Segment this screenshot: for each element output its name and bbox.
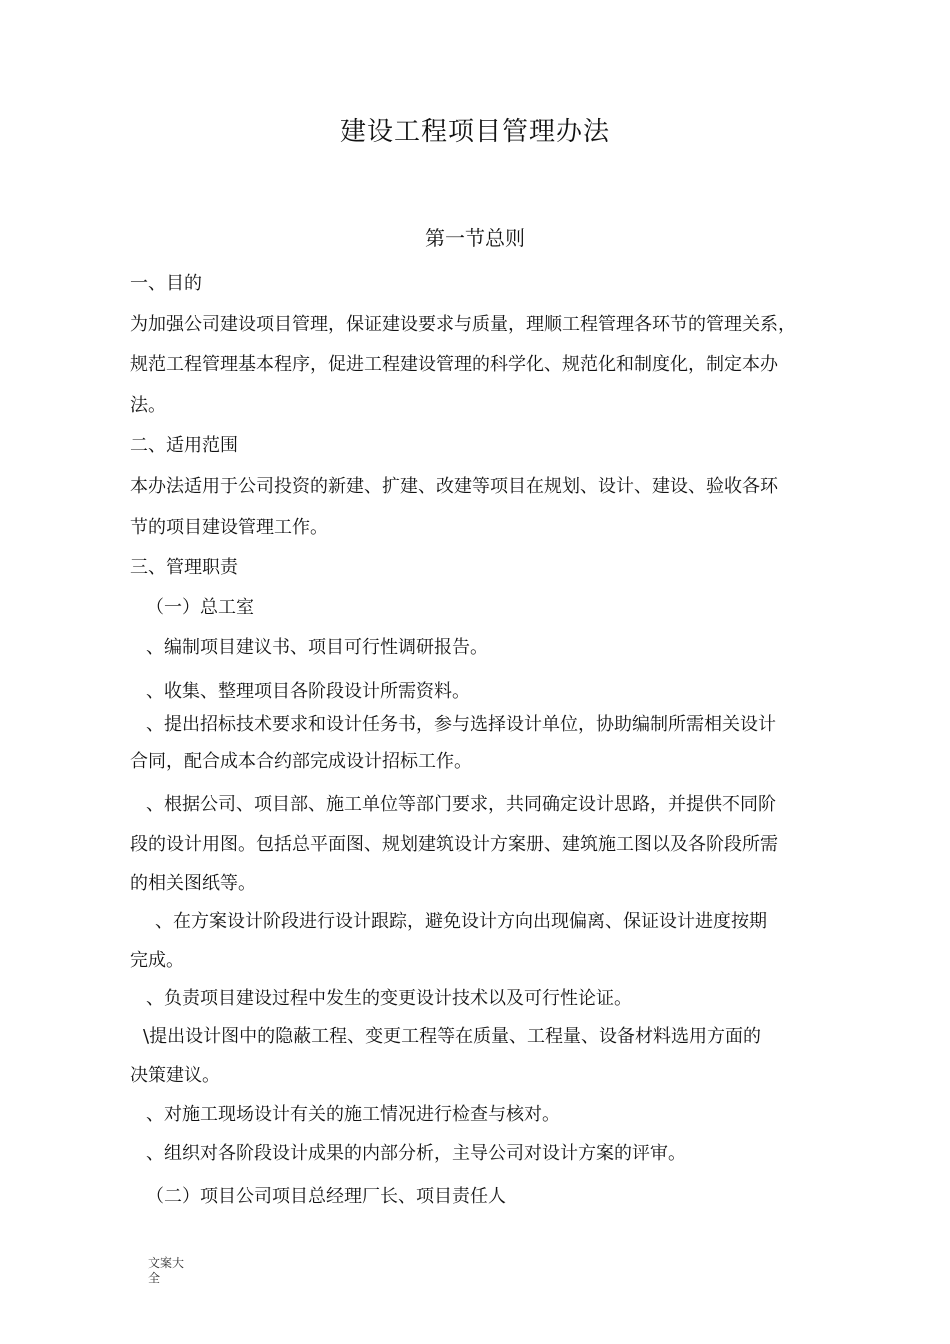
list-item: 、对施工现场设计有关的施工情况进行检查与核对。 <box>146 1104 560 1125</box>
list-item: \提出设计图中的隐蔽工程、变更工程等在质量、工程量、设备材料选用方面的 <box>143 1026 762 1047</box>
heading-scope: 二、适用范围 <box>130 435 238 456</box>
footer-text <box>148 1256 184 1286</box>
list-item: 、提出招标技术要求和设计任务书，参与选择设计单位，协助编制所需相关设计 <box>146 714 776 735</box>
subheading-project-company: （二）项目公司项目总经理厂长、项目责任人 <box>146 1186 506 1207</box>
paragraph-line: 本办法适用于公司投资的新建、扩建、改建等项目在规划、设计、建设、验收各环 <box>130 476 778 497</box>
document-title: 建设工程项目管理办法 <box>339 117 610 147</box>
paragraph-line: 为加强公司建设项目管理，保证建设要求与质量，理顺工程管理各环节的管理关系， <box>130 314 796 335</box>
paragraph-line: 节的项目建设管理工作。 <box>130 517 328 538</box>
heading-purpose: 一、目的 <box>130 273 202 294</box>
footer-line: 文案大 <box>148 1256 185 1270</box>
list-item: 、收集、整理项目各阶段设计所需资料。 <box>146 681 470 702</box>
list-item-continued: 段的设计用图。包括总平面图、规划建筑设计方案册、建筑施工图以及各阶段所需 <box>130 834 778 855</box>
list-item-continued: 完成。 <box>130 950 184 971</box>
list-item-continued: 决策建议。 <box>130 1065 220 1086</box>
subheading-chief-engineer-office: （一）总工室 <box>146 597 254 618</box>
list-item: 、根据公司、项目部、施工单位等部门要求，共同确定设计思路，并提供不同阶 <box>146 794 776 815</box>
list-item: 、负责项目建设过程中发生的变更设计技术以及可行性论证。 <box>146 988 632 1009</box>
list-item: 、组织对各阶段设计成果的内部分析，主导公司对设计方案的评审。 <box>146 1143 686 1164</box>
heading-responsibilities: 三、管理职责 <box>130 557 238 578</box>
list-item: 、编制项目建议书、项目可行性调研报告。 <box>146 637 488 658</box>
list-item: 、在方案设计阶段进行设计跟踪，避免设计方向出现偏离、保证设计进度按期 <box>155 911 767 932</box>
footer-line: 全 <box>148 1271 161 1285</box>
section-title: 第一节总则 <box>425 226 525 250</box>
list-item-continued: 合同，配合成本合约部完成设计招标工作。 <box>130 751 472 772</box>
list-item-continued: 的相关图纸等。 <box>130 873 256 894</box>
paragraph-line: 规范工程管理基本程序，促进工程建设管理的科学化、规范化和制度化，制定本办 <box>130 354 778 375</box>
paragraph-line: 法。 <box>130 395 166 416</box>
